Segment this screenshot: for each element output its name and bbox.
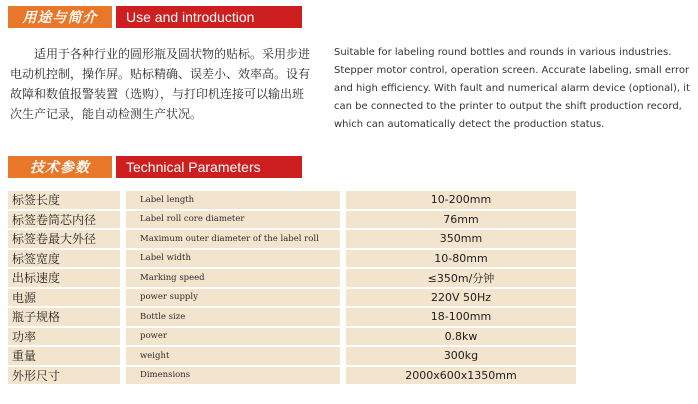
param-name-cn: 标签卷筒芯内径 — [8, 211, 120, 229]
param-value: 76mm — [346, 211, 576, 229]
param-name-en: Dimensions — [126, 367, 340, 385]
param-name-en: power supply — [126, 289, 340, 307]
param-value: 350mm — [346, 230, 576, 248]
section-title-cn: 用途与简介 — [8, 6, 112, 28]
table-row — [8, 347, 576, 365]
param-name-cn: 瓶子规格 — [8, 308, 120, 326]
param-name-en: Label roll core diameter — [126, 211, 340, 229]
param-name-en: Label length — [126, 191, 340, 209]
param-value: 220V 50Hz — [346, 289, 576, 307]
param-name-cn: 电源 — [8, 289, 120, 307]
param-name-en: weight — [126, 347, 340, 365]
param-name-en: Bottle size — [126, 308, 340, 326]
param-name-en: Maximum outer diameter of the label roll — [126, 230, 340, 248]
param-name-cn: 标签长度 — [8, 191, 120, 209]
table-row — [8, 367, 576, 385]
table-row — [8, 269, 576, 287]
param-name-cn: 标签宽度 — [8, 250, 120, 268]
section-title-en: Use and introduction — [116, 6, 302, 28]
param-value: 18-100mm — [346, 308, 576, 326]
section-title-cn: 技术参数 — [8, 156, 112, 178]
section-header-use — [8, 6, 302, 28]
param-name-en: Marking speed — [126, 269, 340, 287]
param-name-cn: 功率 — [8, 328, 120, 346]
section-title-en: Technical Parameters — [116, 156, 302, 178]
parameters-table — [8, 189, 576, 386]
param-value: 10-200mm — [346, 191, 576, 209]
param-value: 300kg — [346, 347, 576, 365]
intro-text-cn: 适用于各种行业的圆形瓶及圆状物的贴标。采用步进电动机控制，操作屏。贴标精确、误差小、效率高。设有故障和数值报警装置（选购），与打印机连接可以输出班次生产记录，能自动检测生产状况。 — [10, 47, 311, 121]
param-name-en: power — [126, 328, 340, 346]
section-header-technical — [8, 156, 302, 178]
table-row — [8, 289, 576, 307]
param-name-cn: 外形尺寸 — [8, 367, 120, 385]
param-name-cn: 重量 — [8, 347, 120, 365]
intro-text-en: Suitable for labeling round bottles and rounds in various industries. Stepper motor control, operation screen. Accurate labeling, small error and high efficiency. With fault and numerical alarm device (optional), it can be connected to the printer to output the shift production record, which can automatically detect the production status. — [334, 47, 690, 130]
param-name-cn: 标签卷最大外径 — [8, 230, 120, 248]
param-value: 2000x600x1350mm — [346, 367, 576, 385]
param-name-en: Label width — [126, 250, 340, 268]
table-row — [8, 230, 576, 248]
param-name-cn: 出标速度 — [8, 269, 120, 287]
table-row — [8, 328, 576, 346]
param-value: 0.8kw — [346, 328, 576, 346]
param-value: ≤350m/分钟 — [346, 269, 576, 287]
param-value: 10-80mm — [346, 250, 576, 268]
table-row — [8, 211, 576, 229]
table-row — [8, 250, 576, 268]
table-row — [8, 191, 576, 209]
table-row — [8, 308, 576, 326]
